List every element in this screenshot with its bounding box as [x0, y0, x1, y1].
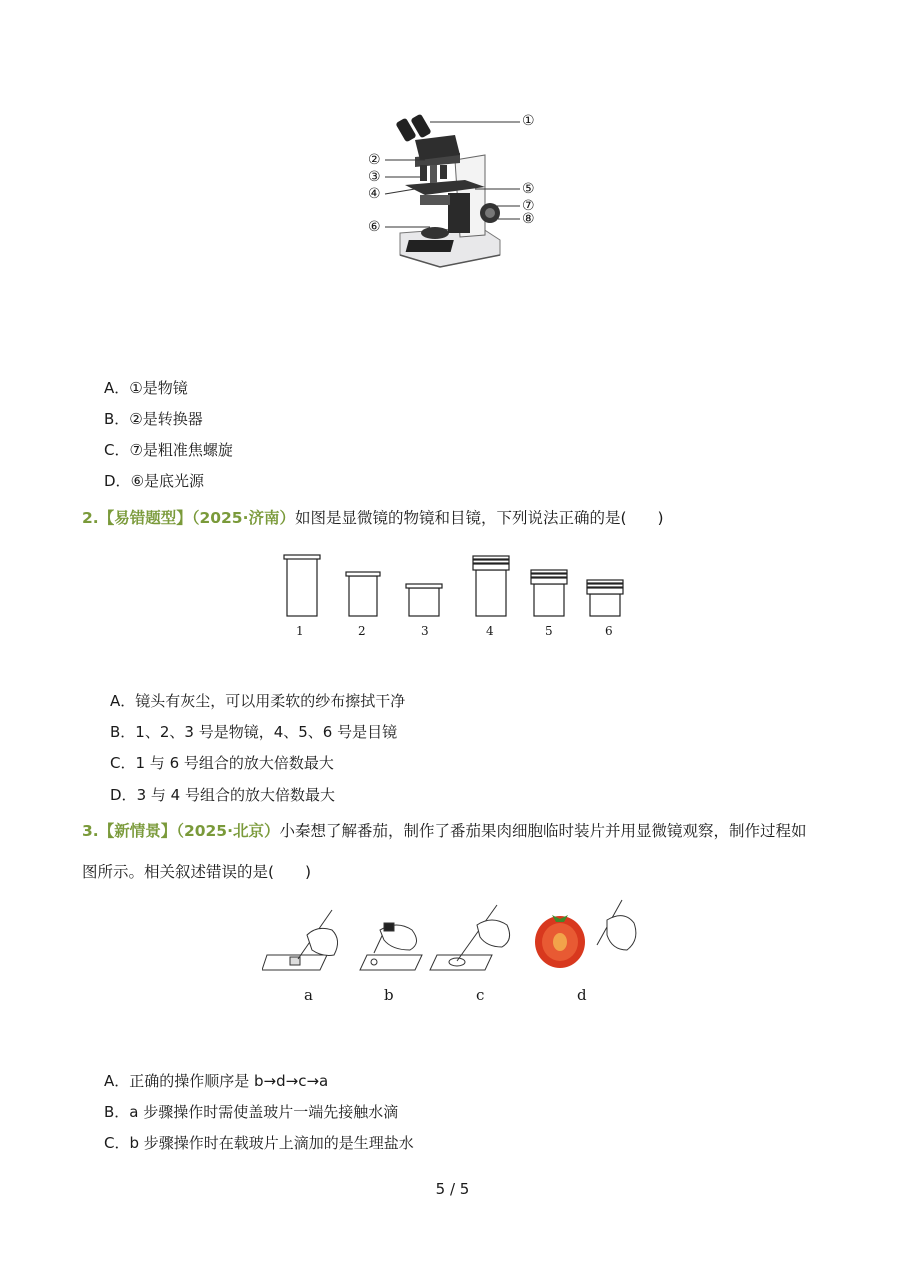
question-source: （2025·济南） [191, 509, 295, 527]
q2-option-c: C．1 与 6 号组合的放大倍数最大 [110, 754, 334, 772]
question-tag: 【新情景】 [98, 822, 177, 840]
step-label-b: b [384, 986, 394, 1004]
question-number: 2. [82, 509, 99, 527]
q1-option-c: C．⑦是粗准焦螺旋 [104, 441, 233, 459]
figure-label-3: ③ [368, 169, 381, 185]
figure-label-7: ⑦ [522, 198, 535, 214]
q3-option-a: A．正确的操作顺序是 b→d→c→a [104, 1072, 329, 1090]
lens-label-1: 1 [296, 624, 304, 638]
q3-stem-line2: 图所示。相关叙述错误的是( ) [82, 863, 312, 881]
figure-label-5: ⑤ [522, 181, 535, 197]
question-source: （2025·北京） [176, 822, 280, 840]
q1-option-d: D．⑥是底光源 [104, 472, 205, 490]
procedure-figure [262, 895, 652, 980]
q2-option-a: A．镜头有灰尘，可以用柔软的纱布擦拭干净 [110, 692, 406, 710]
q3-stem-line1 [82, 820, 807, 842]
q2-option-d: D．3 与 4 号组合的放大倍数最大 [110, 786, 335, 804]
question-number: 3. [82, 822, 99, 840]
question-text: 如图是显微镜的物镜和目镜，下列说法正确的是( ) [294, 509, 664, 527]
q2-stem [82, 507, 664, 529]
q1-option-b: B．②是转换器 [104, 410, 203, 428]
lens-figure [280, 550, 630, 620]
q1-option-a: A．①是物镜 [104, 379, 188, 397]
figure-label-6: ⑥ [368, 219, 381, 235]
question-text: 小秦想了解番茄，制作了番茄果肉细胞临时装片并用显微镜观察，制作过程如 [279, 822, 807, 840]
lens-label-3: 3 [421, 624, 429, 638]
figure-label-1: ① [522, 113, 535, 129]
figure-label-8: ⑧ [522, 211, 535, 227]
q2-option-b: B．1、2、3 号是物镜，4、5、6 号是目镜 [110, 723, 398, 741]
lens-label-2: 2 [358, 624, 366, 638]
step-label-c: c [476, 986, 485, 1004]
step-label-a: a [304, 986, 313, 1004]
lens-label-5: 5 [545, 624, 553, 638]
lens-label-6: 6 [605, 624, 613, 638]
q3-option-b: B．a 步骤操作时需使盖玻片一端先接触水滴 [104, 1103, 399, 1121]
question-tag: 【易错题型】 [98, 509, 192, 527]
figure-label-4: ④ [368, 186, 381, 202]
figure-label-2: ② [368, 152, 381, 168]
q3-option-c: C．b 步骤操作时在载玻片上滴加的是生理盐水 [104, 1134, 414, 1152]
step-label-d: d [577, 986, 587, 1004]
page-number: 5 / 5 [435, 1180, 470, 1198]
lens-label-4: 4 [486, 624, 494, 638]
